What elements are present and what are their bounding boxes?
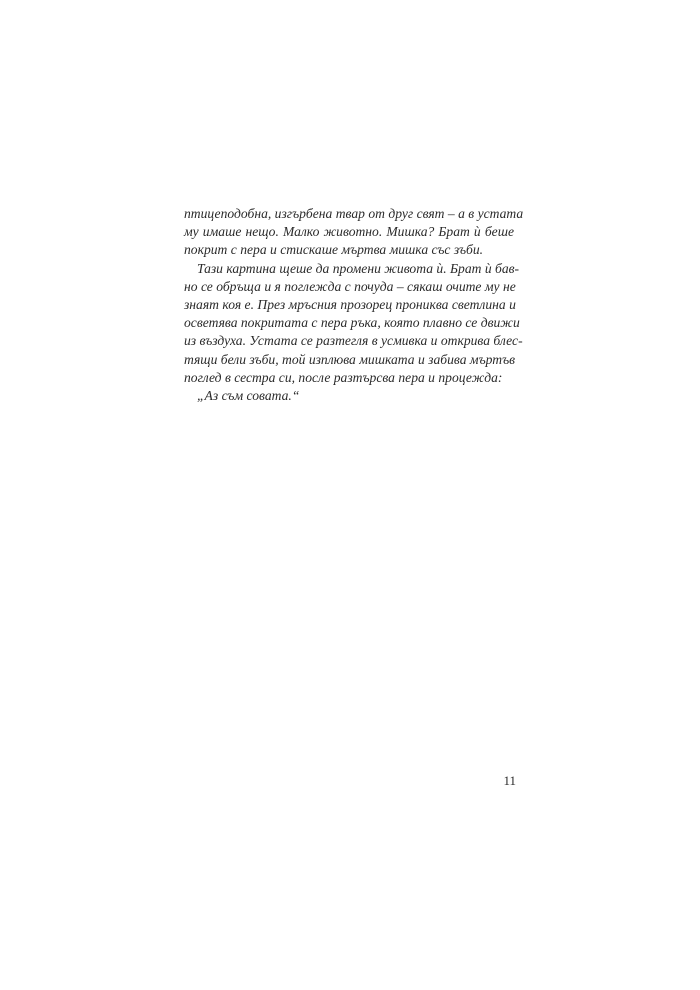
text-line: тящи бели зъби, той изплюва мишката и забива мъртъв	[184, 351, 516, 367]
text-line: му имаше нещо. Малко животно. Мишка? Брат ѝ беше	[184, 224, 514, 240]
text-line: осветява покритата с пера ръка, която плавно се движи	[184, 315, 520, 331]
text-line: из въздуха. Устата се разтегля в усмивка и открива блес-	[184, 333, 523, 349]
text-line: но се обръща и я поглежда с почуда – сякаш очите му не	[184, 278, 516, 294]
body-text	[184, 205, 524, 405]
text-line: знаят коя е. През мръсния прозорец прониква светлина и	[184, 297, 516, 313]
text-line: Тази картина щеше да промени живота ѝ. Брат ѝ бав-	[197, 260, 520, 276]
text-line: поглед в сестра си, после разтърсва пера и процежда:	[184, 369, 503, 385]
quote-line: „Аз съм совата.“	[197, 388, 300, 404]
text-line: покрит с пера и стискаше мъртва мишка със зъби.	[184, 242, 484, 258]
text-line: птицеподобна, изгърбена твар от друг свят – а в устата	[184, 206, 524, 221]
page-number: 11	[503, 773, 516, 788]
